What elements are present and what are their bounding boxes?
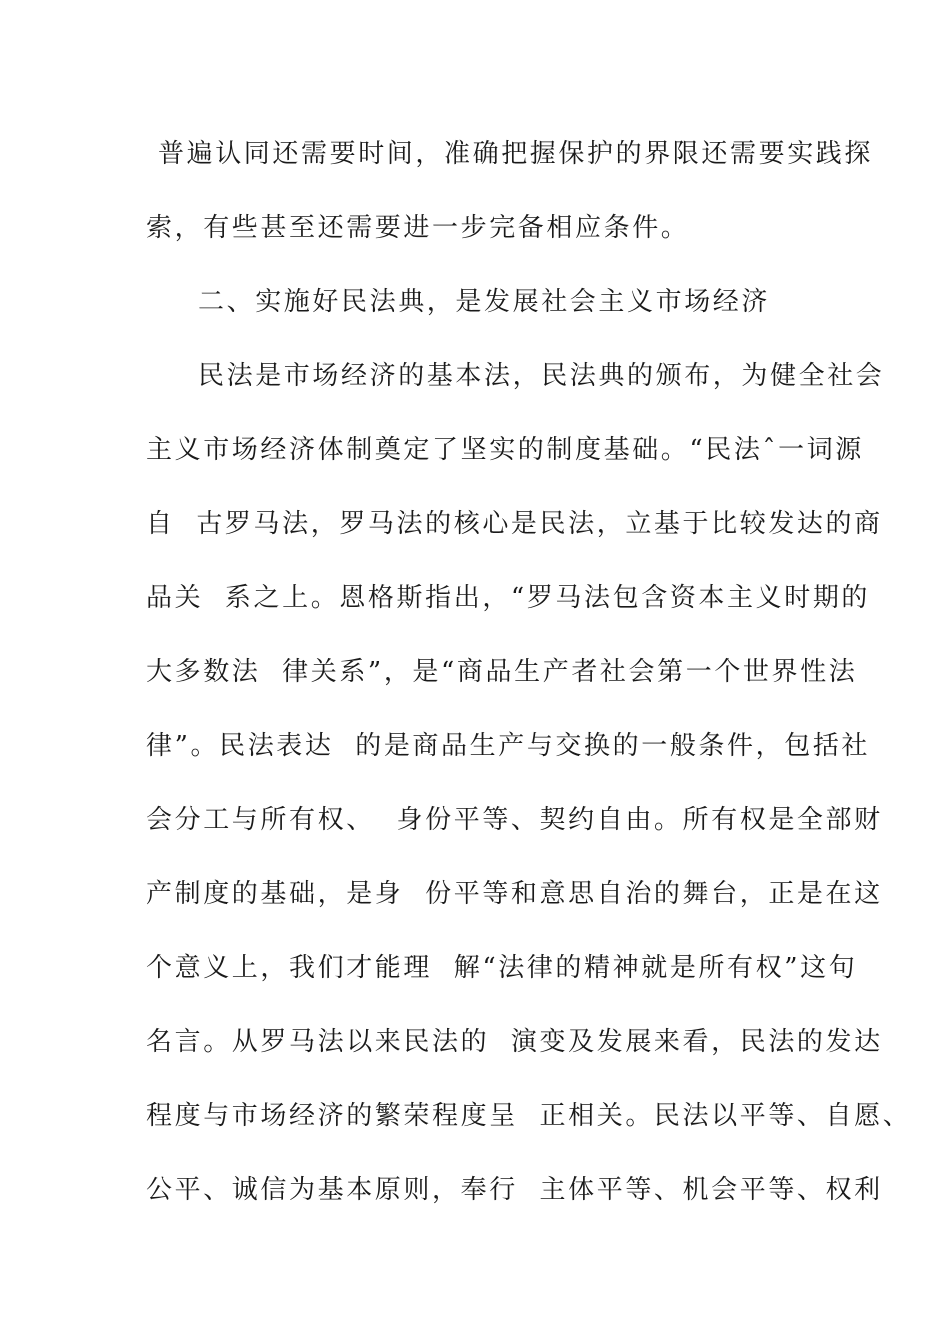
text-line: 品关 系之上。恩格斯指出，“罗马法包含资本主义时期的 [146, 583, 871, 613]
text-line: 程度与市场经济的繁荣程度呈 正相关。民法以平等、自愿、 [146, 1101, 912, 1131]
text-line: 大多数法 律关系”，是“商品生产者社会第一个世界性法 [146, 657, 858, 687]
text-line: 普遍认同还需要时间，准确把握保护的界限还需要实践探 [158, 139, 874, 169]
text-line: 产制度的基础，是身 份平等和意思自治的舞台，正是在这 [146, 879, 883, 909]
section-heading: 二、实施好民法典，是发展社会主义市场经济 [198, 287, 771, 317]
body-text [146, 132, 912, 1242]
text-line: 律”。民法表达 的是商品生产与交换的一般条件，包括社 [146, 731, 871, 761]
text-line: 名言。从罗马法以来民法的 演变及发展来看，民法的发达 [146, 1027, 883, 1057]
text-line: 民法是市场经济的基本法，民法典的颁布，为健全社会 [198, 361, 885, 391]
text-line: 索，有些甚至还需要进一步完备相应条件。 [146, 213, 690, 243]
text-line: 自 古罗马法，罗马法的核心是民法，立基于比较发达的商 [146, 509, 883, 539]
text-line: 主义市场经济体制奠定了坚实的制度基础。“民法ˆ一词源 [146, 435, 864, 465]
text-line: 公平、诚信为基本原则，奉行 主体平等、机会平等、权利 [146, 1175, 883, 1205]
text-line: 会分工与所有权、 身份平等、契约自由。所有权是全部财 [146, 805, 883, 835]
text-line: 个意义上，我们才能理 解“法律的精神就是所有权”这句 [146, 953, 858, 983]
